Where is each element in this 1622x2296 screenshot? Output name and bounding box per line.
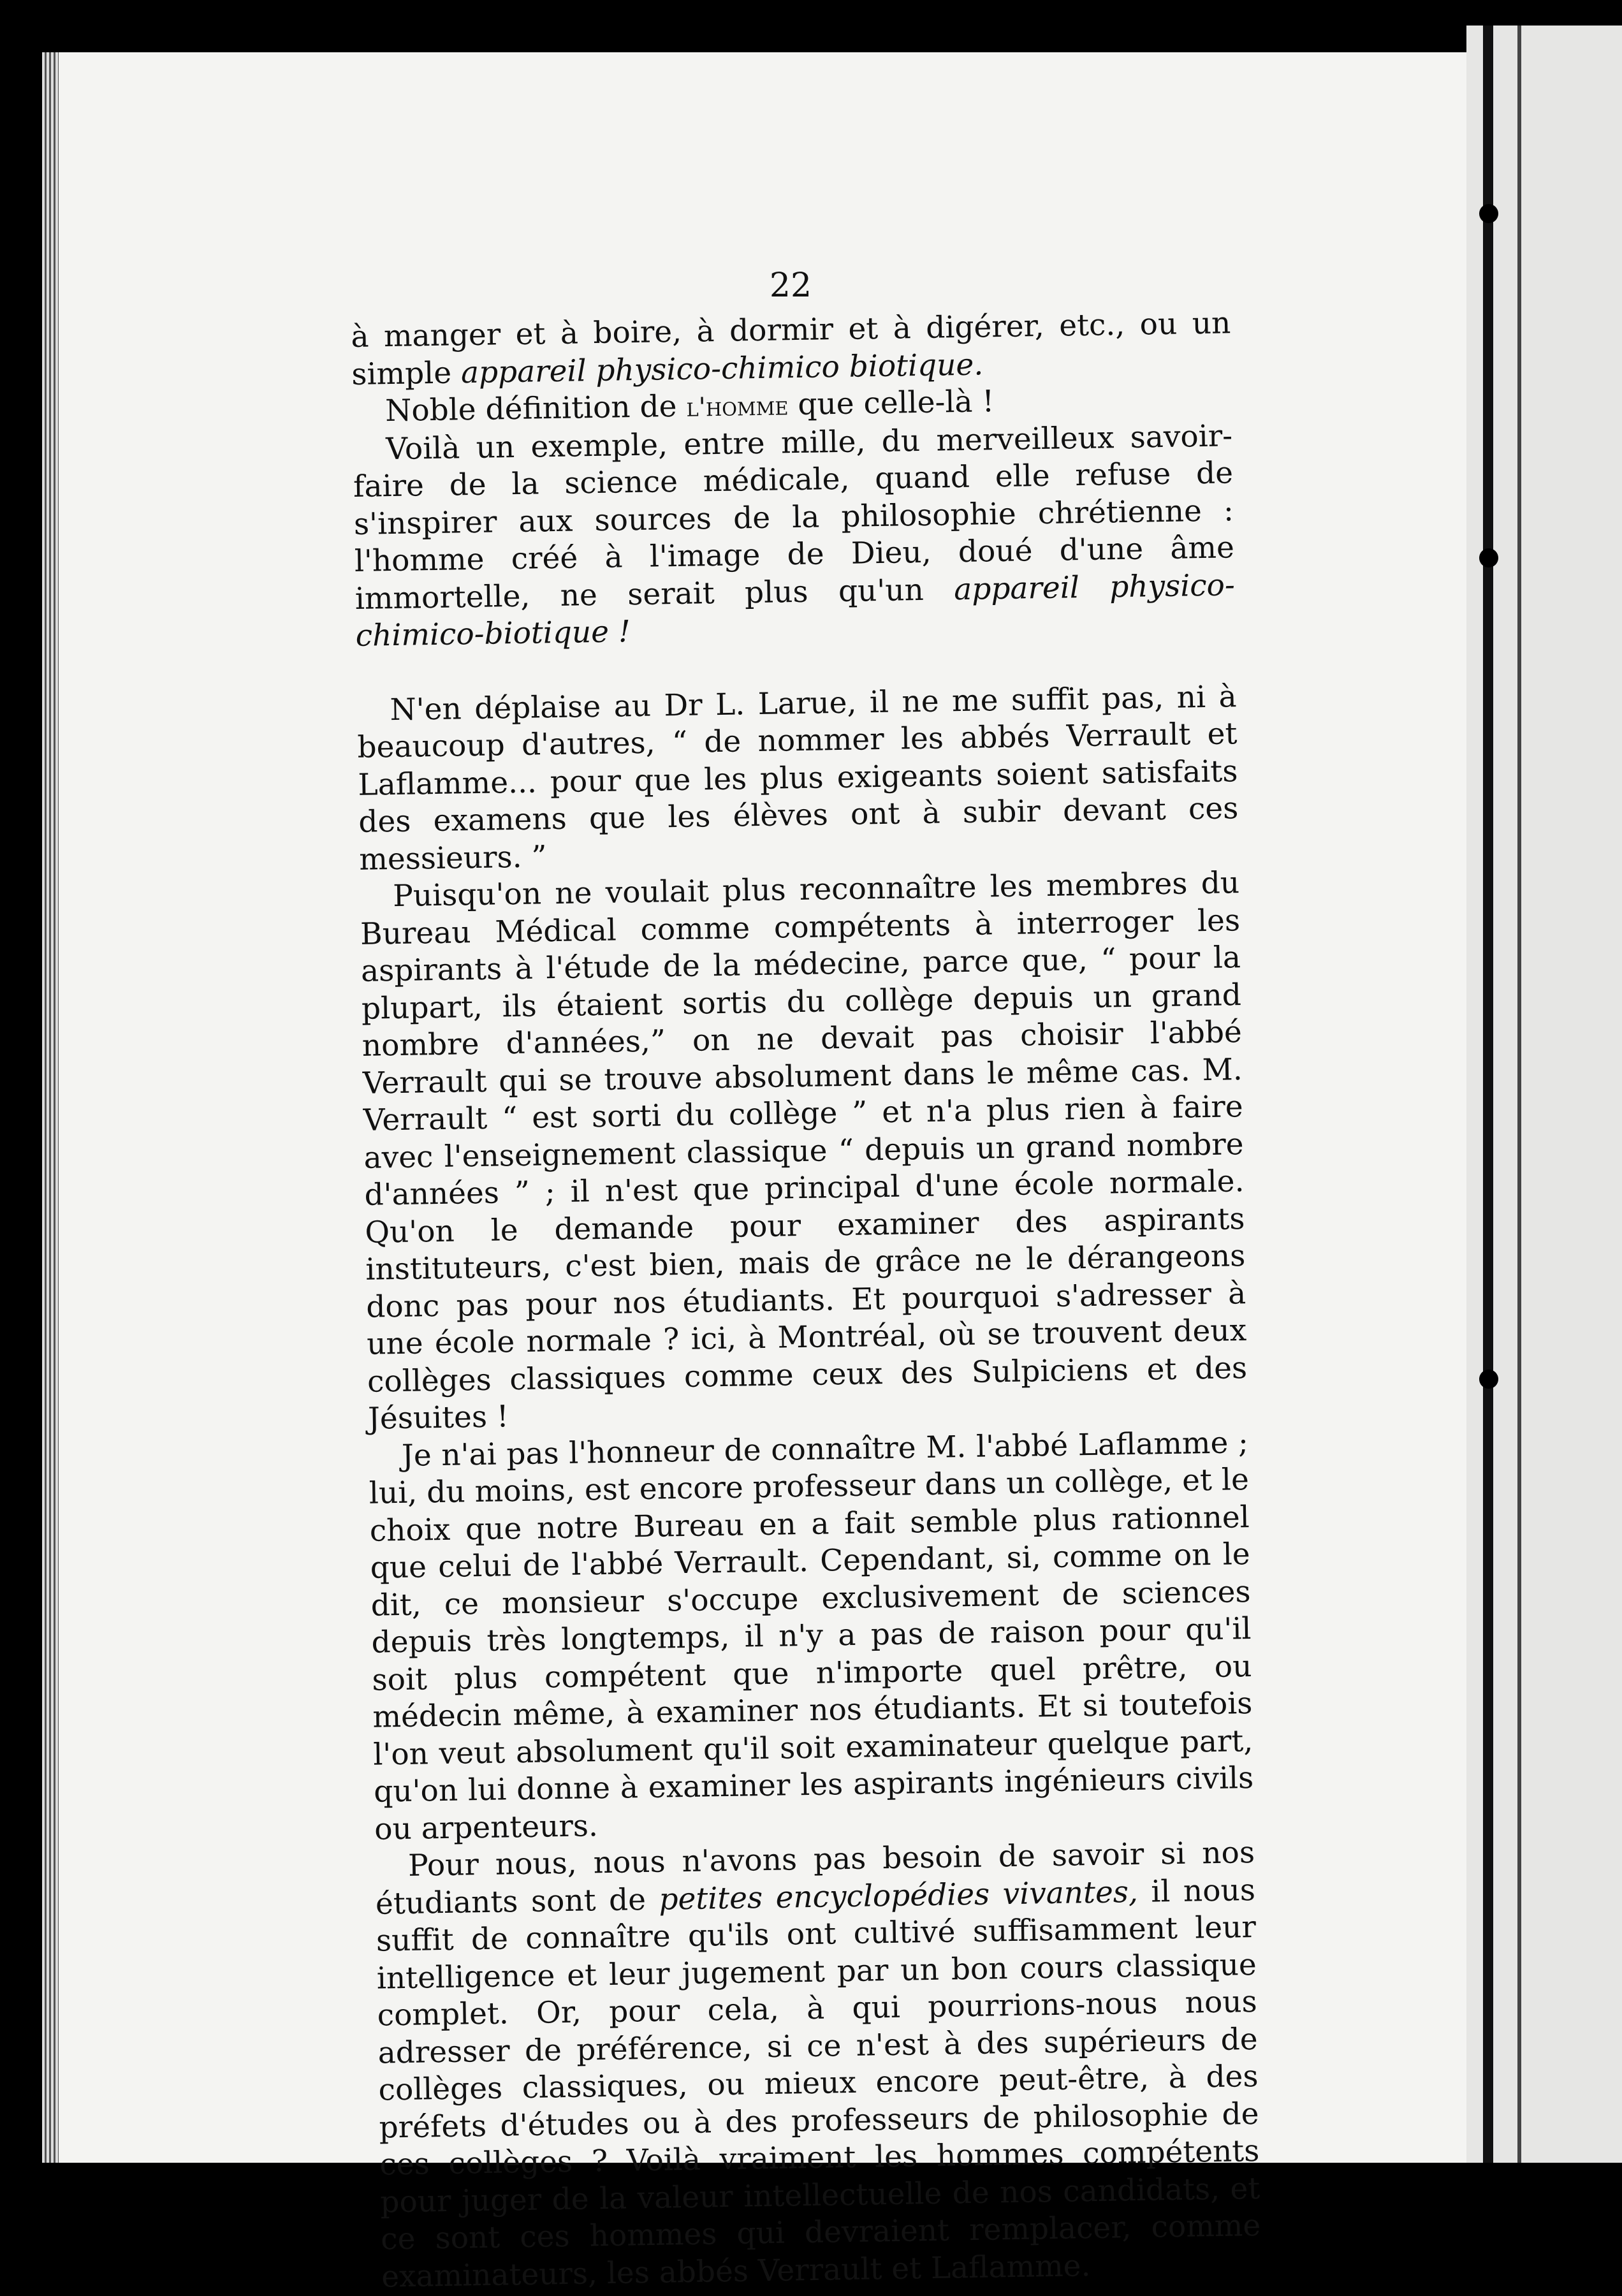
text-run: Puisqu'on ne voulait plus reconnaître les membres du Bureau Médical comme compétents à interroger les aspirants à l'étude de la médecine, parce que, “ pour la plupart, ils étaient sortis du collège depuis un grand nombre d'années,” on ne devait pas choisir l'abbé Verrault qui se trouve absolument dans le même cas. M. Verrault “ est sorti du collège ” et n'a plus rien à faire avec l'enseignement classique “ depuis un grand nombre d'années ” ; il n'est que principal d'une école normale. Qu'on le demande pour examiner des aspirants instituteurs, c'est bien, mais de grâce ne le dérangeons donc pas pour nos étudiants. Et pourquoi s'adresser à une école normale ? ici, à Montréal, où se trouvent deux collèges classiques comme ceux des Sulpiciens et des Jésuites ! <box>360 865 1248 1437</box>
binding-edge <box>1517 26 1521 2163</box>
body-text <box>351 305 1262 2295</box>
text-run: Pour nous, nous n'avons pas besoin de savoir si nos étudiants sont de <box>375 1835 1255 1922</box>
paragraph <box>353 418 1236 655</box>
italic-run: petites encyclopédies vivantes, <box>659 1874 1139 1917</box>
text-run: Je n'ai pas l'honneur de connaître M. l'abbé Laflamme ; lui, du moins, est encore professeur dans un collège, et le choix que notre Bureau en a fait semble plus rationnel que celui de l'abbé Verrault. Cependant, si, comme on le dit, ce monsieur s'occupe exclusivement de sciences depuis très longtemps, il n'y a pas de raison pour qu'il soit plus compétent que n'importe quel prêtre, ou médecin même, à examiner nos étudiants. Et si toutefois l'on veut absolument qu'il soit examinateur quelque part, qu'on lui donne à examiner les aspirants ingénieurs civils ou arpenteurs. <box>369 1424 1254 1847</box>
stitch-hole <box>1479 548 1498 567</box>
stitch-hole <box>1479 1370 1498 1389</box>
binding-thread <box>1483 26 1493 2163</box>
text-run: Noble définition de <box>384 388 687 429</box>
text-run: N'en déplaise au Dr L. Larue, il ne me suffit pas, ni à beaucoup d'autres, “ de nommer les abbés Verrault et Laflamme... pour que les plus exigeants soient satisfaits des examens que les élèves ont à subir devant ces messieurs. ” <box>357 678 1239 877</box>
text-run: à manger et à boire, à dormir et à digérer, etc., ou un simple <box>351 305 1231 392</box>
paragraph <box>369 1424 1255 1848</box>
page-number: 22 <box>769 267 812 305</box>
paragraph <box>360 865 1248 1438</box>
italic-run: appareil physico-chimico-biotique ! <box>355 567 1236 654</box>
paragraph <box>375 1834 1262 2296</box>
smallcaps-run: l'homme <box>685 390 789 423</box>
text-run: Voilà un exemple, entre mille, du merveilleux savoir-faire de la science médicale, quand elle refuse de s'inspirer aux sources de la philosophie chrétienne : l'homme créé à l'image de Dieu, doué d'une âme immortelle, ne serait plus qu'un <box>353 418 1235 617</box>
paragraph <box>356 678 1239 879</box>
paragraph <box>351 305 1232 393</box>
text-run: il nous suffit de connaître qu'ils ont cultivé suffisamment leur intelligence et leur jugement par un bon cours classique complet. Or, pour cela, à qui pourrions-nous nous adresser de préférence, si ce n'est à des supérieurs de collèges classiques, ou mieux encore peut-être, à des préfets d'études ou à des professeurs de philosophie de ces collèges ? Voilà vraiment les hommes compétents pour juger de la valeur intellectuelle de nos candidats, et ce sont ces hommes qui devraient remplacer, comme examinateurs, les abbés Verrault et Laflamme. <box>376 1872 1261 2295</box>
stitch-hole <box>1479 204 1498 223</box>
text-run: que celle-là ! <box>788 384 995 423</box>
italic-run: appareil physico-chimico biotique. <box>460 346 984 390</box>
